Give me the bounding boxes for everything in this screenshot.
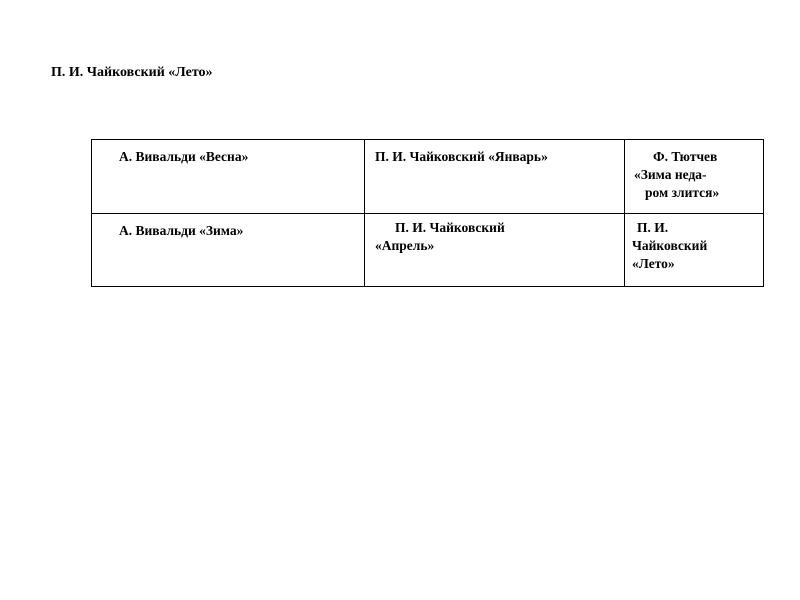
table-row (92, 140, 764, 214)
page-title: П. И. Чайковский «Лето» (51, 65, 213, 80)
cell-line: Ф. Тютчев (653, 149, 718, 164)
cell-line: «Апрель» (375, 238, 435, 253)
table-cell (92, 140, 365, 214)
cell-line: А. Вивальди «Зима» (119, 223, 244, 238)
cell-line: ром злится» (645, 185, 720, 200)
cell-line: П. И. (637, 220, 669, 235)
cell-line: «Зима неда- (634, 167, 707, 182)
table-cell (625, 140, 764, 214)
table-cell (92, 214, 365, 287)
cell-line: «Лето» (632, 256, 675, 271)
cell-line: Чайковский (632, 238, 708, 253)
cell-line: П. И. Чайковский «Январь» (375, 149, 548, 164)
works-table (91, 139, 764, 287)
table-row (92, 214, 764, 287)
cell-line: П. И. Чайковский (395, 220, 505, 235)
table-cell (365, 140, 625, 214)
table-cell (365, 214, 625, 287)
table-cell (625, 214, 764, 287)
cell-line: А. Вивальди «Весна» (119, 149, 249, 164)
